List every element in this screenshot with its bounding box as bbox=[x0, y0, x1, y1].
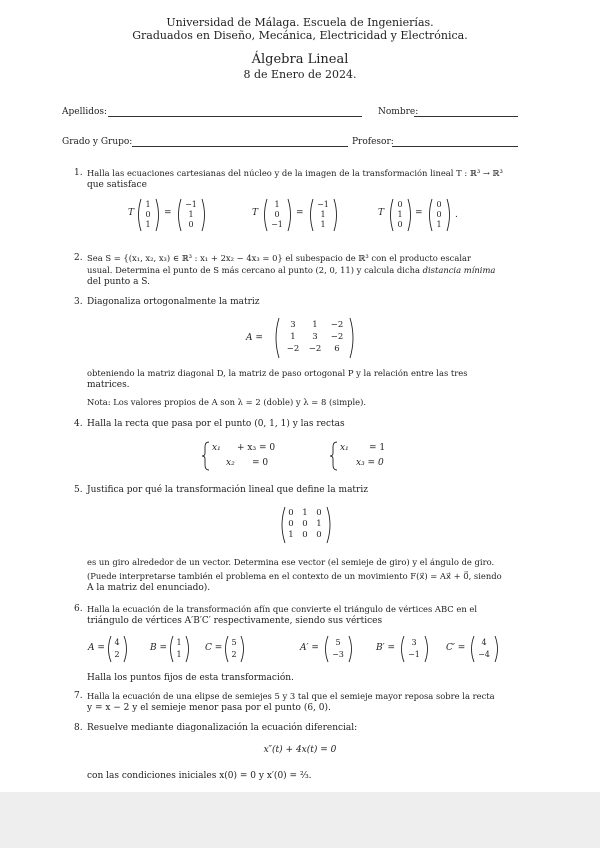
q1-T-2: T bbox=[252, 208, 259, 218]
q6-A: A = bbox=[88, 643, 105, 653]
profesor-field[interactable] bbox=[392, 146, 518, 147]
q7-line2: y = x − 2 y el semieje menor pasa por el punto (6, 0). bbox=[87, 703, 331, 713]
q1-vec3: 1 0 −1 bbox=[271, 200, 283, 229]
q6-Ap: A′ = bbox=[300, 643, 319, 653]
q6-B-vec: 1 1 bbox=[176, 638, 182, 659]
q6-Cp-vec: 4 −4 bbox=[478, 638, 490, 659]
paren-left-icon bbox=[273, 317, 280, 359]
q2-line2: usual. Determina el punto de S más cercano al punto (2, 0, 11) y calcula dicha distancia mínima bbox=[87, 265, 496, 275]
q3-after2: matrices. bbox=[87, 380, 130, 390]
paren-right-icon bbox=[349, 317, 356, 359]
q6-Bp-vec: 3 −1 bbox=[408, 638, 420, 659]
university-line: Universidad de Málaga. Escuela de Ingenierías. bbox=[166, 16, 434, 29]
q1-text-2: que satisface bbox=[87, 180, 147, 190]
brace-left-icon bbox=[330, 441, 338, 471]
q2-line3: del punto a S. bbox=[87, 277, 151, 287]
q1-eq-1: = bbox=[164, 208, 172, 218]
q1-number: 1. bbox=[74, 168, 83, 178]
q1-T-3: T bbox=[378, 208, 385, 218]
q4-s2-x1: x₁ bbox=[340, 443, 349, 453]
q5-after1: es un giro alrededor de un vector. Determina ese vector (el semieje de giro) y el ángulo de giro. bbox=[87, 557, 495, 567]
q8-text: Resuelve mediante diagonalización la ecuación diferencial: bbox=[87, 723, 358, 733]
q1-vec6: 0 0 1 bbox=[436, 200, 442, 229]
q8-number: 8. bbox=[74, 723, 83, 733]
q5-matrix: 0 1 0 0 0 1 1 0 0 bbox=[288, 508, 322, 540]
paren-right-icon bbox=[333, 198, 339, 232]
q6-line2: triángulo de vértices A′B′C′ respectivamente, siendo sus vértices bbox=[87, 616, 383, 626]
q6-B: B = bbox=[150, 643, 168, 653]
profesor-label: Profesor: bbox=[352, 137, 394, 147]
brace-left-icon bbox=[202, 441, 210, 471]
q6-A-vec: 4 2 bbox=[114, 638, 120, 659]
q7-line1: Halla la ecuación de una elipse de semiejes 5 y 3 tal que el semieje mayor reposa sobre la recta bbox=[87, 691, 495, 701]
q4-s2-r1: = 1 bbox=[369, 443, 386, 453]
q5-number: 5. bbox=[74, 485, 83, 495]
q1-vec4: −1 1 1 bbox=[317, 200, 329, 229]
q6-line1: Halla la ecuación de la transformación afín que convierte el triángulo de vértices ABC en el bbox=[87, 604, 478, 614]
paren-right-icon bbox=[240, 635, 246, 663]
course-title: Álgebra Lineal bbox=[251, 52, 349, 67]
q8-conditions: con las condiciones iniciales x(0) = 0 y x′(0) = ⅔. bbox=[87, 771, 312, 781]
nombre-label: Nombre: bbox=[378, 107, 419, 117]
paren-right-icon bbox=[326, 506, 333, 544]
exam-date: 8 de Enero de 2024. bbox=[243, 68, 357, 81]
grado-label: Grado y Grupo: bbox=[62, 137, 133, 147]
paren-right-icon bbox=[494, 635, 500, 663]
q5-after2: (Puede interpretarse también el problema en el contexto de un movimiento F(x⃗) = Ax⃗ + 0⃗, siendo bbox=[87, 571, 502, 581]
q1-dot: . bbox=[455, 210, 458, 220]
q3-after1: obteniendo la matriz diagonal D, la matriz de paso ortogonal P y la relación entre las tres bbox=[87, 368, 468, 378]
q4-s1-r2: = 0 bbox=[252, 458, 269, 468]
q4-s1-r1: + x₃ = 0 bbox=[237, 443, 276, 453]
q1-vec2: −1 1 0 bbox=[185, 200, 197, 229]
q1-vec5: 0 1 0 bbox=[397, 200, 403, 229]
apellidos-field[interactable] bbox=[108, 116, 362, 117]
paren-right-icon bbox=[155, 198, 161, 232]
q8-equation: x″(t) + 4x(t) = 0 bbox=[263, 745, 337, 755]
q1-vec1: 1 0 1 bbox=[145, 200, 151, 229]
paren-right-icon bbox=[201, 198, 207, 232]
q4-s1-x1: x₁ bbox=[212, 443, 221, 453]
q6-after: Halla los puntos fijos de esta transformación. bbox=[87, 673, 294, 683]
q4-s2-r2: x₃ = 0 bbox=[356, 458, 384, 468]
paren-right-icon bbox=[407, 198, 413, 232]
nombre-field[interactable] bbox=[414, 116, 518, 117]
q2-line1: Sea S = {(x₁, x₂, x₃) ∈ ℝ³ : x₁ + 2x₂ − 4x₃ = 0} el subespacio de ℝ³ con el producto escalar bbox=[87, 253, 472, 263]
paren-right-icon bbox=[424, 635, 430, 663]
paren-right-icon bbox=[446, 198, 452, 232]
q4-number: 4. bbox=[74, 419, 83, 429]
q6-Bp: B′ = bbox=[376, 643, 396, 653]
q3-text: Diagonaliza ortogonalmente la matriz bbox=[87, 297, 260, 307]
q5-after3: A la matriz del enunciado). bbox=[87, 583, 211, 593]
q3-number: 3. bbox=[74, 297, 83, 307]
q6-C-vec: 5 2 bbox=[231, 638, 237, 659]
q2-number: 2. bbox=[74, 253, 83, 263]
paren-right-icon bbox=[185, 635, 191, 663]
q7-number: 7. bbox=[74, 691, 83, 701]
grado-field[interactable] bbox=[132, 146, 348, 147]
paren-right-icon bbox=[287, 198, 293, 232]
apellidos-label: Apellidos: bbox=[62, 107, 108, 117]
q3-note: Nota: Los valores propios de A son λ = 2 (doble) y λ = 8 (simple). bbox=[87, 397, 367, 407]
q3-A: A = bbox=[246, 333, 263, 343]
paren-right-icon bbox=[348, 635, 354, 663]
q5-text: Justifica por qué la transformación lineal que define la matriz bbox=[87, 485, 368, 495]
q1-eq-3: = bbox=[415, 208, 423, 218]
q1-text: Halla las ecuaciones cartesianas del núcleo y de la imagen de la transformación lineal T : ℝ³ → ℝ³ bbox=[87, 168, 503, 178]
q3-matrix: 3 1 −2 1 3 −2 −2 −2 6 bbox=[286, 320, 344, 354]
q6-Ap-vec: 5 −3 bbox=[332, 638, 344, 659]
q1-eq-2: = bbox=[296, 208, 304, 218]
degree-line: Graduados en Diseño, Mecánica, Electricidad y Electrónica. bbox=[132, 29, 468, 42]
q6-C: C = bbox=[205, 643, 223, 653]
q1-T-1: T bbox=[128, 208, 135, 218]
q4-s1-x2: x₂ bbox=[226, 458, 235, 468]
q6-Cp: C′ = bbox=[446, 643, 466, 653]
paren-right-icon bbox=[123, 635, 129, 663]
q4-text: Halla la recta que pasa por el punto (0, 1, 1) y las rectas bbox=[87, 419, 345, 429]
q6-number: 6. bbox=[74, 604, 83, 614]
